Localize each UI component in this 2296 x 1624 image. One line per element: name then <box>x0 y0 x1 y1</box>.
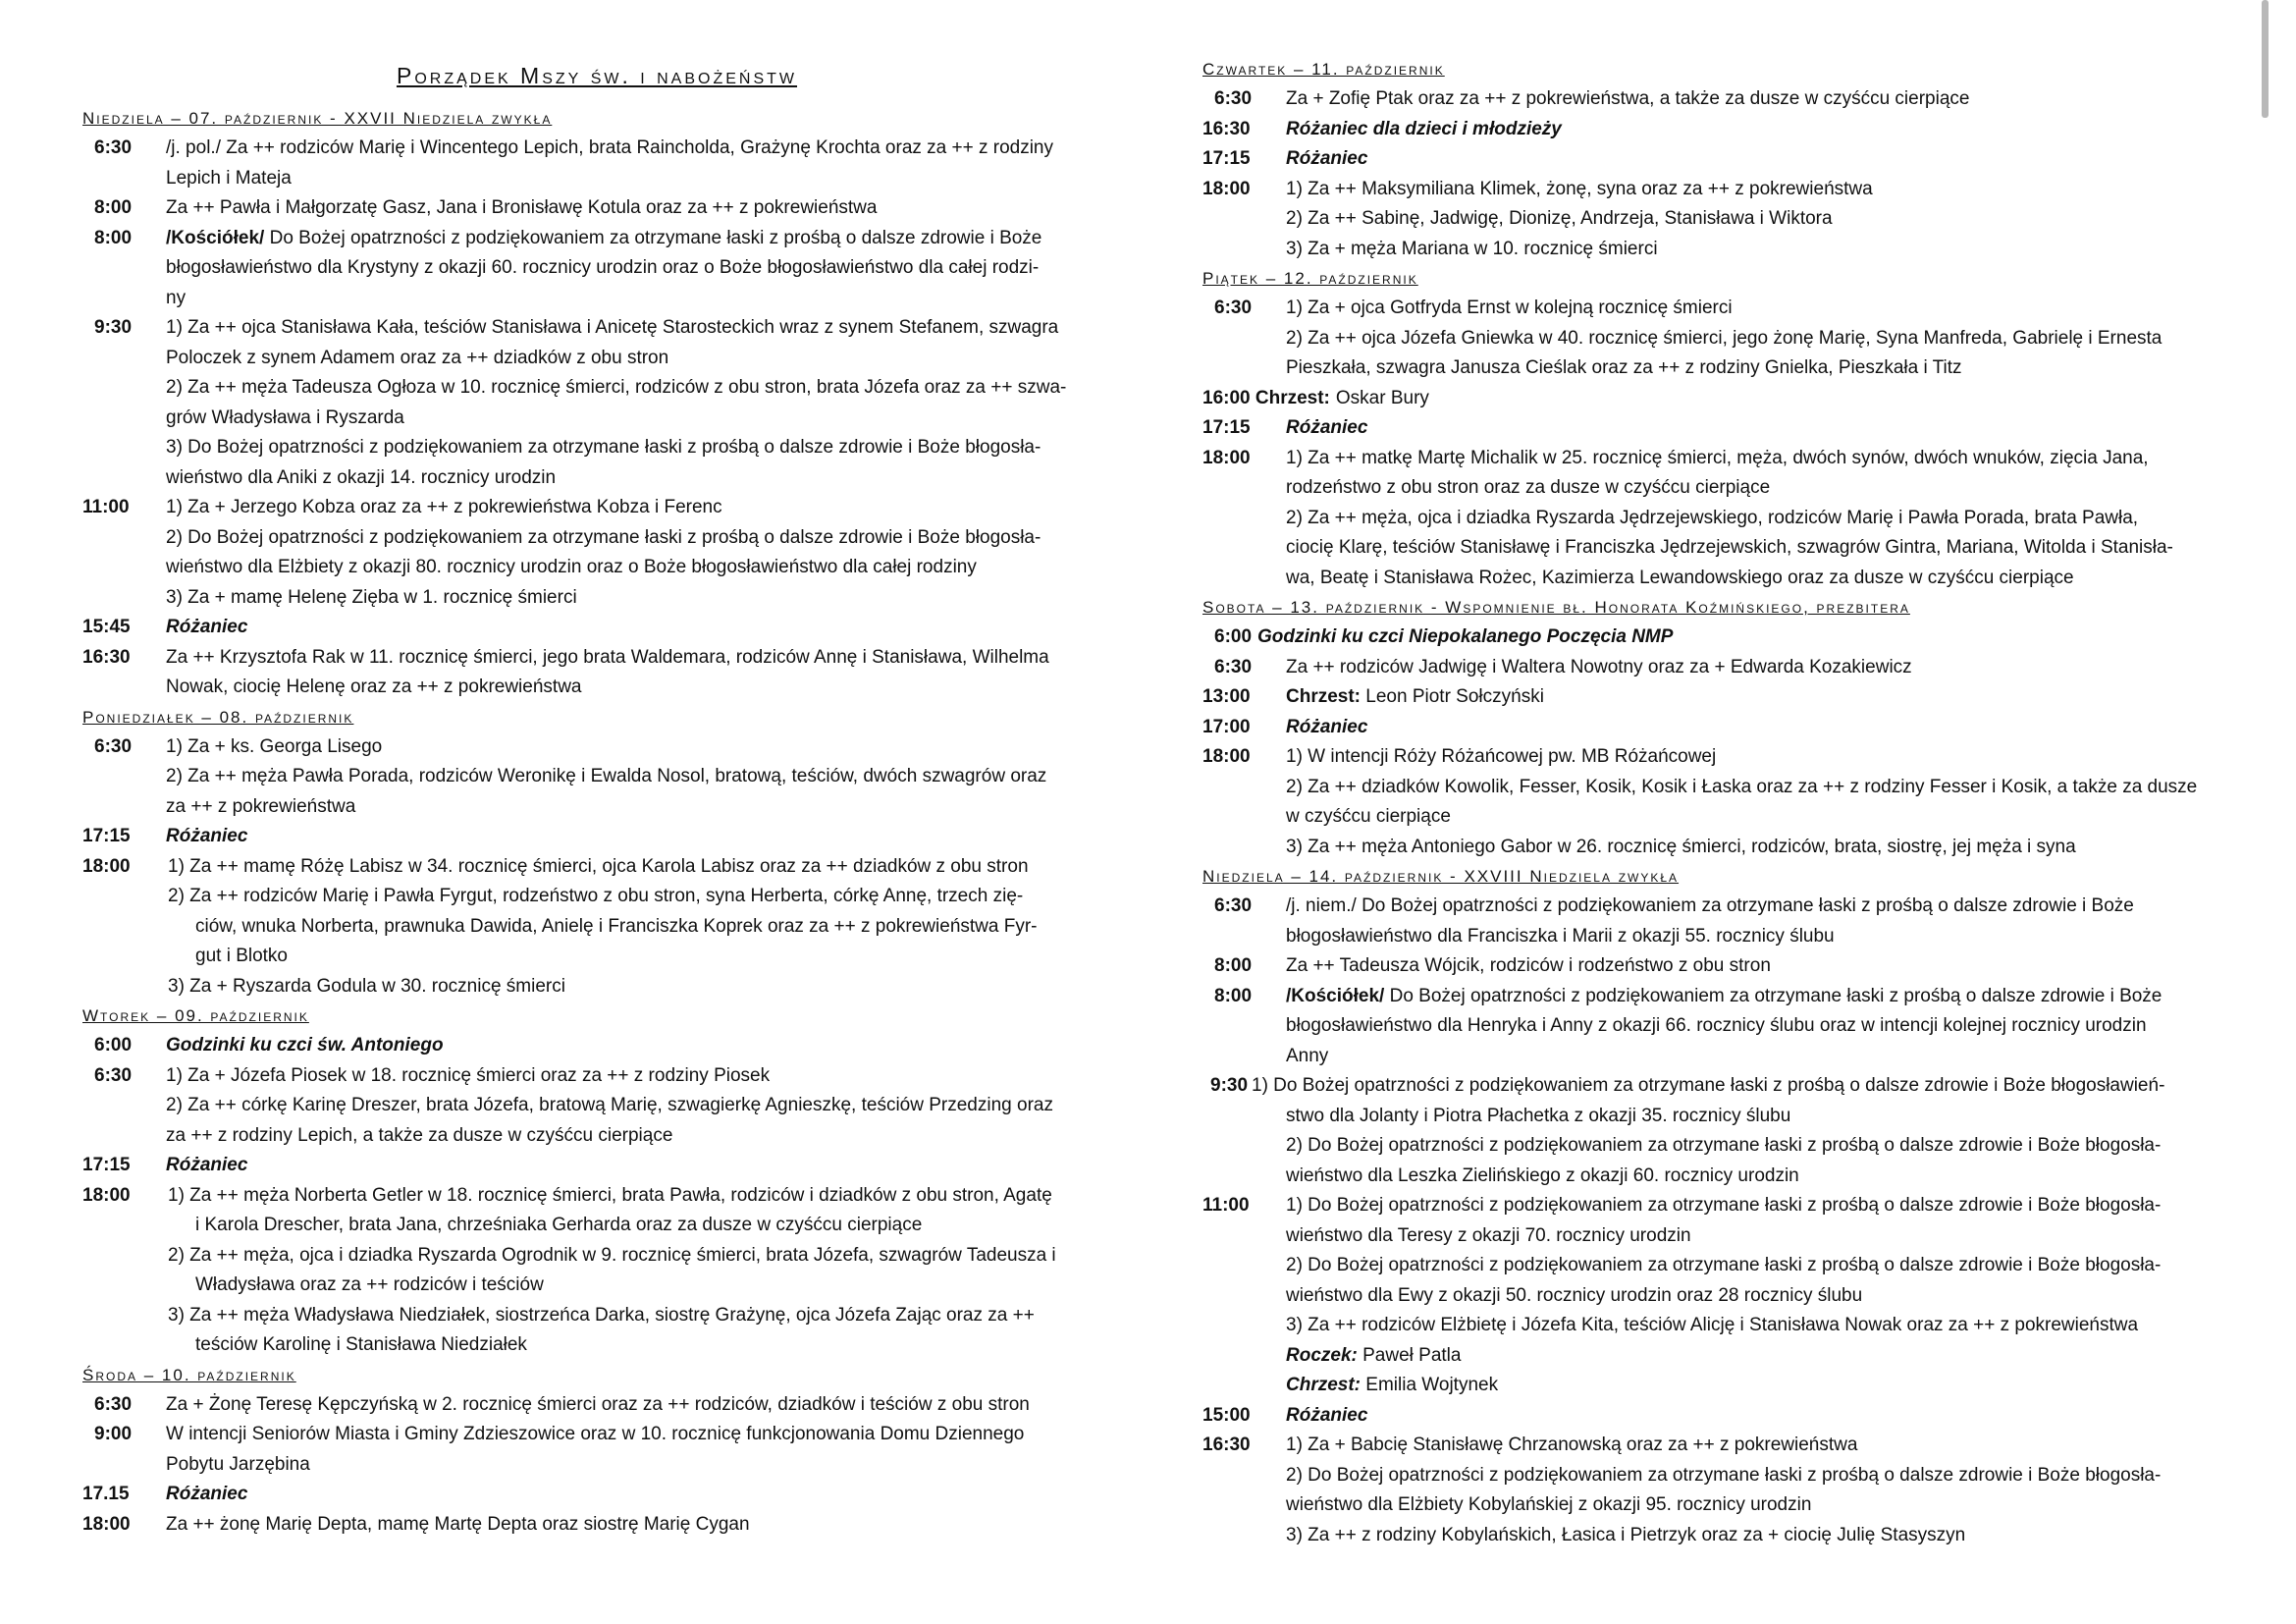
entry-time: 6:30 <box>1214 88 1253 109</box>
entry-time: 9:30 <box>1210 1075 1249 1096</box>
entry-line: gut i Blotko <box>195 946 288 966</box>
entry-line: wieństwo dla Leszka Zielińskiego z okazji 60. rocznicy urodzin <box>1286 1164 1799 1186</box>
day-heading: Niedziela – 07. październik - XXVII Niedziela zwykła <box>82 109 553 128</box>
entry-line: 3) Za ++ męża Antoniego Gabor w 26. rocznicę śmierci, rodziców, brata, siostrę, jej męża i syna <box>1286 836 2076 857</box>
schedule-entry <box>82 1151 1111 1181</box>
schedule-entry <box>82 822 1111 852</box>
entry-line: Za + Zofię Ptak oraz za ++ z pokrewieństwa, a także za dusze w czyśćcu cierpiące <box>1286 88 1970 109</box>
entry-line: i Karola Drescher, brata Jana, chrześniaka Gerharda oraz za dusze w czyśćcu cierpiące <box>195 1215 923 1235</box>
entry-text <box>1286 742 2236 862</box>
entry-time: 17:15 <box>1202 417 1251 438</box>
schedule-entry <box>1202 1401 2236 1432</box>
entry-line: 1) Za + Babcię Stanisławę Chrzanowską oraz za ++ z pokrewieństwa <box>1286 1435 1858 1455</box>
entry-text <box>1286 175 2236 265</box>
entry-line: 2) Do Bożej opatrzności z podziękowaniem za otrzymane łaski z prośbą o dalsze zdrowie i Boże błogosła- <box>1286 1255 2162 1275</box>
entry-line <box>1286 982 2236 1012</box>
scrollbar[interactable] <box>2262 0 2269 118</box>
entry-line: 1) Do Bożej opatrzności z podziękowaniem za otrzymane łaski z prośbą o dalsze zdrowie i Boże błogosławień- <box>1252 1075 2165 1096</box>
entry-line: rodzeństwo z obu stron oraz za dusze w czyśćcu cierpiące <box>1286 477 1771 498</box>
entry-line: 3) Za ++ męża Władysława Niedziałek, siostrzeńca Darka, siostrę Grażynę, ojca Józefa Zając oraz za ++ <box>168 1304 1035 1326</box>
entry-line: 2) Za ++ Sabinę, Jadwigę, Dionizę, Andrzeja, Stanisława i Wiktora <box>1286 208 1833 229</box>
day-heading: Środa – 10. październik <box>82 1365 296 1384</box>
schedule-entry <box>1202 1431 2236 1550</box>
schedule-entry <box>82 493 1111 613</box>
entry-line: Pieszkała, szwagra Janusza Cieślak oraz za ++ z rodziny Gnielka, Pieszkała i Titz <box>1286 357 1962 378</box>
left-days <box>82 104 1111 1540</box>
entry-text <box>1286 413 2236 444</box>
entry-time: 8:00 <box>1214 985 1253 1006</box>
schedule-entry <box>1202 144 2236 175</box>
day-heading: Piątek – 12. październik <box>1202 269 1418 288</box>
entry-line: 1) Za ++ Maksymiliana Klimek, żonę, syna oraz za ++ z pokrewieństwa <box>1286 178 1873 199</box>
entry-line: Różaniec <box>1286 417 1368 438</box>
entry-line: 2) Do Bożej opatrzności z podziękowaniem za otrzymane łaski z prośbą o dalsze zdrowie i Boże błogosła- <box>166 526 1041 548</box>
entry-line: ny <box>166 287 187 308</box>
schedule-entry <box>1202 713 2236 743</box>
entry-time: 6:30 <box>1214 656 1253 677</box>
entry-text <box>166 134 1111 193</box>
entry-line: 2) Do Bożej opatrzności z podziękowaniem za otrzymane łaski z prośbą o dalsze zdrowie i Boże błogosła- <box>1286 1464 2162 1486</box>
entry-line: 2) Do Bożej opatrzności z podziękowaniem za otrzymane łaski z prośbą o dalsze zdrowie i Boże błogosła- <box>1286 1135 2162 1156</box>
day-heading: Sobota – 13. październik - Wspomnienie bł. Honorata Koźmińskiego, prezbitera <box>1202 598 1910 617</box>
entry-time: 17.15 <box>82 1484 130 1504</box>
entry-line: /j. niem./ Do Bożej opatrzności z podziękowaniem za otrzymane łaski z prośbą o dalsze zdrowie i Boże <box>1286 895 2134 916</box>
entry-time: 13:00 <box>1202 686 1251 707</box>
schedule-entry <box>1202 623 2236 653</box>
entry-line: Różaniec <box>166 826 248 846</box>
entry-text <box>1336 384 2236 414</box>
schedule-entry <box>1202 294 2236 384</box>
entry-text <box>166 1390 1111 1421</box>
entry-time: 18:00 <box>1202 178 1251 199</box>
entry-line: 1) Za + Józefa Piosek w 18. rocznicę śmierci oraz za ++ z rodziny Piosek <box>166 1064 771 1086</box>
entry-text <box>166 852 1111 1002</box>
entry-line: W intencji Seniorów Miasta i Gminy Zdzieszowice oraz w 10. rocznicę funkcjonowania Domu Dziennego <box>166 1424 1025 1444</box>
entry-text <box>166 1181 1111 1361</box>
entry-time: 6:30 <box>1214 895 1253 916</box>
entry-line: 1) Za ++ męża Norberta Getler w 18. rocznicę śmierci, brata Pawła, rodziców i dziadków z obu stron, Agatę <box>168 1184 1052 1206</box>
entry-line: Pobytu Jarzębina <box>166 1453 310 1475</box>
entry-text <box>166 224 1111 314</box>
entry-line: Władysława oraz za ++ rodziców i teściów <box>195 1274 544 1295</box>
entry-line: 2) Za ++ męża Tadeusza Ogłoza w 10. rocznicę śmierci, rodziców z obu stron, brata Józefa oraz za ++ szwa- <box>166 377 1067 398</box>
entry-time: 8:00 <box>94 227 133 248</box>
entry-line: 3) Za + męża Mariana w 10. rocznicę śmierci <box>1286 238 1658 259</box>
entry-text <box>1286 84 2236 115</box>
schedule-entry <box>82 613 1111 643</box>
schedule-entry <box>1202 413 2236 444</box>
right-days <box>1202 55 2236 1550</box>
entry-text <box>1286 682 2236 713</box>
entry-text <box>166 1151 1111 1181</box>
schedule-entry <box>82 134 1111 193</box>
entry-line: Za ++ Krzysztofa Rak w 11. rocznicę śmierci, jego brata Waldemara, rodziców Annę i Stanisława, Wilhelma <box>166 646 1049 668</box>
schedule-entry <box>1202 444 2236 594</box>
day-heading: Czwartek – 11. październik <box>1202 60 1445 79</box>
entry-time: 8:00 <box>1214 955 1253 976</box>
entry-line: Godzinki ku czci Niepokalanego Poczęcia NMP <box>1257 626 1674 647</box>
entry-line: Różaniec dla dzieci i młodzieży <box>1286 118 1562 139</box>
schedule-entry <box>1202 1071 2236 1191</box>
entry-label: Roczek: <box>1286 1344 1358 1366</box>
schedule-entry <box>1202 892 2236 951</box>
day-heading: Niedziela – 14. październik - XXVIII Niedziela zwykła <box>1202 867 1680 886</box>
entry-line: Różaniec <box>166 617 248 637</box>
entry-text <box>1252 1071 2236 1191</box>
entry-time: 16:30 <box>1202 1435 1251 1455</box>
entry-text <box>1286 892 2236 951</box>
entry-text <box>1286 713 2236 743</box>
schedule-entry <box>82 1061 1111 1152</box>
entry-text <box>166 1031 1111 1061</box>
entry-time: 18:00 <box>1202 447 1251 468</box>
entry-prefix: Chrzest: <box>1286 686 1362 707</box>
entry-line: Za ++ Tadeusza Wójcik, rodziców i rodzeństwo z obu stron <box>1286 955 1771 976</box>
entry-time: 11:00 <box>82 497 130 517</box>
entry-time: 9:30 <box>94 317 133 338</box>
entry-text <box>1286 444 2236 594</box>
entry-line: grów Władysława i Ryszarda <box>166 406 404 428</box>
schedule-entry <box>1202 951 2236 982</box>
schedule-entry <box>82 732 1111 823</box>
entry-time: 16:30 <box>1202 118 1251 139</box>
entry-line: w czyśćcu cierpiące <box>1286 806 1451 827</box>
entry-time: 17:15 <box>82 1155 131 1175</box>
schedule-entry <box>82 193 1111 224</box>
schedule-entry <box>1202 1191 2236 1401</box>
entry-line: stwo dla Jolanty i Piotra Płachetka z okazji 35. rocznicy ślubu <box>1286 1105 1791 1126</box>
entry-text <box>166 193 1111 224</box>
entry-line: 2) Za ++ ojca Józefa Gniewka w 40. rocznicę śmierci, jego żonę Marię, Syna Manfreda, Gabrielę i Ernesta <box>1286 327 2163 349</box>
entry-line: Za + Żonę Teresę Kępczyńską w 2. rocznicę śmierci oraz za ++ rodziców, dziadków i teściów z obu stron <box>166 1393 1030 1415</box>
entry-text <box>166 732 1111 823</box>
schedule-entry <box>1202 115 2236 145</box>
entry-line: Poloczek z synem Adamem oraz za ++ dziadków z obu stron <box>166 347 669 368</box>
entry-line: Lepich i Mateja <box>166 167 292 189</box>
entry-text <box>1286 951 2236 982</box>
entry-time: 6:30 <box>94 735 133 757</box>
entry-line-text: Leon Piotr Sołczyński <box>1361 686 1544 707</box>
entry-time: 18:00 <box>82 1513 131 1535</box>
entry-line: za ++ z pokrewieństwa <box>166 795 356 817</box>
entry-text <box>166 1420 1111 1480</box>
schedule-entry <box>82 313 1111 493</box>
entry-time: 6:30 <box>94 1064 133 1086</box>
entry-text <box>1286 1431 2236 1550</box>
entry-line-text: Do Bożej opatrzności z podziękowaniem za otrzymane łaski z prośbą o dalsze zdrowie i Boże <box>1384 985 2163 1006</box>
entry-line: 2) Za ++ męża Pawła Porada, rodziców Weronikę i Ewalda Nosol, bratową, teściów, dwóch szwagrów oraz <box>166 766 1047 786</box>
entry-text <box>166 613 1111 643</box>
entry-text <box>1286 1191 2236 1401</box>
entry-line: 1) Za + ks. Georga Lisego <box>166 735 383 757</box>
entry-text <box>166 1061 1111 1152</box>
entry-line <box>1286 1371 2236 1401</box>
entry-text <box>166 1480 1111 1510</box>
entry-text <box>1286 1401 2236 1432</box>
schedule-entry <box>82 1480 1111 1510</box>
entry-line: 1) Do Bożej opatrzności z podziękowaniem za otrzymane łaski z prośbą o dalsze zdrowie i Boże błogosła- <box>1286 1195 2162 1216</box>
entry-line: Różaniec <box>1286 1404 1368 1426</box>
entry-line: wieństwo dla Aniki z okazji 14. rocznicy urodzin <box>166 466 557 488</box>
schedule-entry <box>1202 84 2236 115</box>
entry-line: za ++ z rodziny Lepich, a także za dusze w czyśćcu cierpiące <box>166 1124 673 1146</box>
entry-text <box>166 313 1111 493</box>
entry-time: 8:00 <box>94 197 133 218</box>
entry-time: 6:30 <box>94 137 133 158</box>
entry-line-text: Emilia Wojtynek <box>1361 1375 1499 1395</box>
entry-time: 17:15 <box>1202 148 1251 169</box>
entry-line <box>1286 1341 2236 1372</box>
entry-line-text: Do Bożej opatrzności z podziękowaniem za otrzymane łaski z prośbą o dalsze zdrowie i Boże <box>264 227 1042 248</box>
entry-line: Różaniec <box>166 1155 248 1175</box>
entry-line: Za ++ rodziców Jadwigę i Waltera Nowotny oraz za + Edwarda Kozakiewicz <box>1286 656 1912 677</box>
schedule-entry <box>1202 682 2236 713</box>
entry-line: ciocię Klarę, teściów Stanisławę i Franciszka Jędrzejewskich, szwagrów Gintra, Mariana, Witolda i Stanisła- <box>1286 537 2173 558</box>
entry-line: 2) Za ++ męża, ojca i dziadka Ryszarda Jędrzejewskiego, rodziców Marię i Pawła Porada, brata Pawła, <box>1286 507 2139 528</box>
left-column <box>82 57 1111 1540</box>
entry-line: 3) Za + mamę Helenę Zięba w 1. rocznicę śmierci <box>166 586 577 608</box>
entry-text <box>1286 294 2236 384</box>
entry-time: 6:00 <box>94 1035 133 1056</box>
schedule-entry <box>82 1181 1111 1361</box>
entry-text <box>166 643 1111 703</box>
entry-text <box>1286 115 2236 145</box>
entry-line: Anny <box>1286 1045 1329 1066</box>
entry-line: 1) Za ++ ojca Stanisława Kała, teściów Stanisława i Anicetę Starosteckich wraz z synem Stefanem, szwagra <box>166 317 1059 338</box>
entry-prefix: /Kościółek/ <box>1286 985 1385 1006</box>
entry-line: Różaniec <box>166 1484 248 1504</box>
schedule-entry <box>82 852 1111 1002</box>
day-heading: Poniedziałek – 08. październik <box>82 707 354 727</box>
page-title: Porządek Mszy św. i nabożeństw <box>396 63 798 88</box>
schedule-entry <box>1202 982 2236 1072</box>
entry-text <box>166 1510 1111 1541</box>
entry-line: 2) Za ++ męża, ojca i dziadka Ryszarda Ogrodnik w 9. rocznicę śmierci, brata Józefa, szwagrów Tadeusza i <box>168 1244 1056 1266</box>
entry-line: 1) Za + Jerzego Kobza oraz za ++ z pokrewieństwa Kobza i Ferenc <box>166 497 722 517</box>
entry-line: 1) Za ++ mamę Różę Labisz w 34. rocznicę śmierci, ojca Karola Labisz oraz za ++ dziadków z obu stron <box>168 855 1029 877</box>
entry-line: błogosławieństwo dla Krystyny z okazji 60. rocznicy urodzin oraz o Boże błogosławieństwo dla całej rodzi- <box>166 257 1040 278</box>
entry-line: Nowak, ciocię Helenę oraz za ++ z pokrewieństwa <box>166 677 582 697</box>
entry-line: 3) Za ++ rodziców Elżbietę i Józefa Kita, teściów Alicję i Stanisława Nowak oraz za ++ z pokrewieństwa <box>1286 1315 2139 1335</box>
entry-time: 17:00 <box>1202 716 1251 737</box>
entry-line: błogosławieństwo dla Franciszka i Marii z okazji 55. rocznicy ślubu <box>1286 925 1835 947</box>
entry-text <box>1286 653 2236 683</box>
entry-line: wa, Beatę i Stanisława Rożec, Kazimierza Lewandowskiego oraz za dusze w czyśćcu cierpiące <box>1286 567 2074 588</box>
entry-time: 15:00 <box>1202 1404 1251 1426</box>
entry-line <box>1286 682 2236 713</box>
entry-text <box>1286 982 2236 1072</box>
entry-time: 18:00 <box>1202 746 1251 767</box>
entry-time: 16:30 <box>82 646 131 668</box>
schedule-entry <box>82 1390 1111 1421</box>
entry-line: 1) Za + ojca Gotfryda Ernst w kolejną rocznicę śmierci <box>1286 298 1733 318</box>
day-heading: Wtorek – 09. październik <box>82 1006 309 1025</box>
entry-line: 2) Za ++ córkę Karinę Dreszer, brata Józefa, bratową Marię, szwagierkę Agnieszkę, teściów Przedzing oraz <box>166 1095 1053 1115</box>
entry-time: 15:45 <box>82 617 131 637</box>
entry-line: 2) Za ++ dziadków Kowolik, Fesser, Kosik, Kosik i Łaska oraz za ++ z rodziny Fesser i Kosik, a także za dusze <box>1286 776 2198 797</box>
entry-line: 3) Za ++ z rodziny Kobylańskich, Łasica i Pietrzyk oraz za + ciocię Julię Stasyszyn <box>1286 1524 1966 1545</box>
entry-line: wieństwo dla Elżbiety z okazji 80. rocznicy urodzin oraz o Boże błogosławieństwo dla całej rodziny <box>166 557 977 577</box>
entry-time: 9:00 <box>94 1424 133 1444</box>
entry-time: 17:15 <box>82 826 131 846</box>
entry-time: 6:30 <box>1214 298 1253 318</box>
entry-text <box>1257 623 2236 653</box>
entry-line: Różaniec <box>1286 148 1368 169</box>
entry-line: 3) Do Bożej opatrzności z podziękowaniem za otrzymane łaski z prośbą o dalsze zdrowie i Boże błogosła- <box>166 437 1041 458</box>
schedule-entry <box>82 643 1111 703</box>
entry-time: 16:00 Chrzest: <box>1202 387 1330 408</box>
entry-line: 1) W intencji Róży Różańcowej pw. MB Różańcowej <box>1286 746 1717 767</box>
entry-time: 18:00 <box>82 1184 131 1206</box>
entry-line: wieństwo dla Elżbiety Kobylańskiej z okazji 95. rocznicy urodzin <box>1286 1494 1812 1515</box>
entry-text <box>166 822 1111 852</box>
entry-line: Za ++ Pawła i Małgorzatę Gasz, Jana i Bronisławę Kotula oraz za ++ z pokrewieństwa <box>166 197 878 218</box>
entry-line <box>166 224 1111 254</box>
entry-time: 11:00 <box>1202 1195 1250 1216</box>
entry-line: Za ++ żonę Marię Depta, mamę Martę Depta oraz siostrę Marię Cygan <box>166 1513 750 1535</box>
right-column <box>1202 55 2236 1550</box>
entry-text <box>1286 144 2236 175</box>
entry-time: 18:00 <box>82 855 131 877</box>
schedule-entry <box>82 1031 1111 1061</box>
entry-time: 6:30 <box>94 1393 133 1415</box>
entry-line: 2) Za ++ rodziców Marię i Pawła Fyrgut, rodzeństwo z obu stron, syna Herberta, córkę Annę, trzech zię- <box>168 886 1024 906</box>
entry-line: Godzinki ku czci św. Antoniego <box>166 1035 444 1056</box>
entry-line: /j. pol./ Za ++ rodziców Marię i Wincentego Lepich, brata Raincholda, Grażynę Krochta oraz za ++ z rodziny <box>166 137 1054 158</box>
entry-line: 1) Za ++ matkę Martę Michalik w 25. rocznicę śmierci, męża, dwóch synów, dwóch wnuków, zięcia Jana, <box>1286 447 2149 468</box>
schedule-entry <box>82 1420 1111 1480</box>
entry-line: błogosławieństwo dla Henryka i Anny z okazji 66. rocznicy ślubu oraz w intencji kolejnej rocznicy urodzin <box>1286 1015 2147 1036</box>
entry-line-text: Paweł Patla <box>1357 1344 1462 1366</box>
entry-line: wieństwo dla Teresy z okazji 70. rocznicy urodzin <box>1286 1224 1691 1246</box>
schedule-entry <box>1202 175 2236 265</box>
entry-line: wieństwo dla Ewy z okazji 50. rocznicy urodzin oraz 28 rocznicy ślubu <box>1286 1284 1863 1306</box>
entry-line: ciów, wnuka Norberta, prawnuka Dawida, Anielę i Franciszka Koprek oraz za ++ z pokrewieństwa Fyr- <box>195 915 1038 937</box>
entry-line: Oskar Bury <box>1335 387 1429 408</box>
entry-line: 3) Za + Ryszarda Godula w 30. rocznicę śmierci <box>168 975 565 997</box>
schedule-entry <box>1202 384 2236 414</box>
schedule-entry <box>1202 742 2236 862</box>
schedule-entry <box>1202 653 2236 683</box>
entry-text <box>166 493 1111 613</box>
entry-line: teściów Karolinę i Stanisława Niedziałek <box>195 1334 527 1355</box>
entry-label: Chrzest: <box>1286 1375 1362 1395</box>
schedule-entry <box>82 1510 1111 1541</box>
entry-prefix: /Kościółek/ <box>166 227 265 248</box>
schedule-entry <box>82 224 1111 314</box>
entry-time: 6:00 <box>1214 626 1253 647</box>
entry-line: Różaniec <box>1286 716 1368 737</box>
